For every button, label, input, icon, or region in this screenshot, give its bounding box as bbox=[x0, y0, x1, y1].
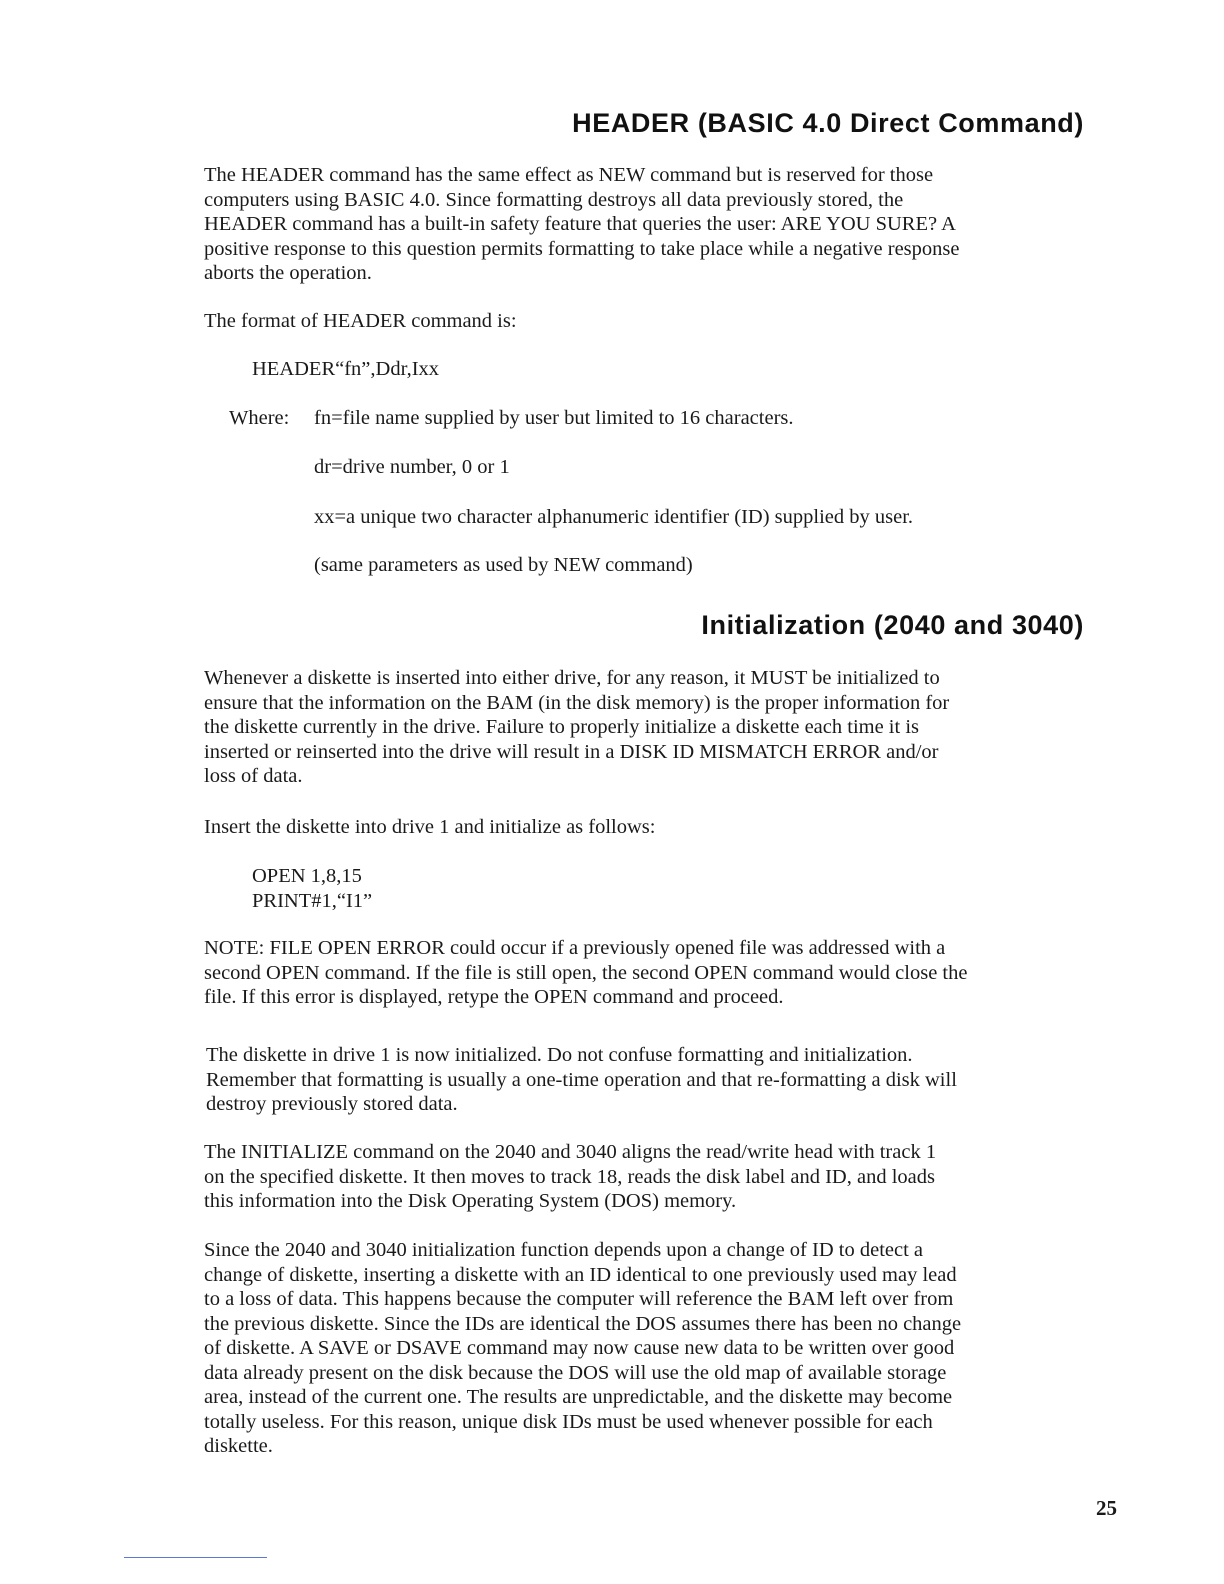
param-note: (same parameters as used by NEW command) bbox=[314, 554, 693, 576]
init-paragraph-3 bbox=[204, 1140, 1084, 1214]
code-line: HEADER“fn”,Ddr,Ixx bbox=[252, 358, 440, 380]
text-line: inserted or reinserted into the drive will result in a DISK ID MISMATCH ERROR and/or bbox=[204, 740, 939, 763]
text-line: ensure that the information on the BAM (in the disk memory) is the proper information for bbox=[204, 691, 950, 714]
note-paragraph bbox=[204, 936, 1084, 1010]
param-dr: dr=drive number, 0 or 1 bbox=[314, 456, 510, 478]
text-line: HEADER command has a built-in safety feature that queries the user: ARE YOU SURE? A bbox=[204, 213, 956, 235]
param-fn: fn=file name supplied by user but limited to 16 characters. bbox=[314, 407, 794, 429]
header-section-title: HEADER (BASIC 4.0 Direct Command) bbox=[572, 108, 1084, 138]
init-code-block bbox=[252, 864, 372, 913]
insert-instruction bbox=[204, 815, 1084, 840]
text-line: destroy previously stored data. bbox=[206, 1093, 458, 1115]
init-paragraph-1 bbox=[204, 666, 1084, 789]
text-line: positive response to this question permits formatting to take place while a negative response bbox=[204, 237, 960, 260]
text-line: data already present on the disk because the DOS will use the old map of available storage bbox=[204, 1361, 947, 1384]
init-paragraph-4 bbox=[204, 1238, 1084, 1459]
text-line: on the specified diskette. It then moves to track 18, reads the disk label and ID, and loads bbox=[204, 1165, 935, 1188]
text-line: the diskette currently in the drive. Failure to properly initialize a diskette each time it is bbox=[204, 716, 919, 738]
text-line: Since the 2040 and 3040 initialization function depends upon a change of ID to detect a bbox=[204, 1239, 924, 1261]
page-number: 25 bbox=[1096, 1496, 1117, 1520]
text-line: loss of data. bbox=[204, 765, 303, 787]
text-line: to a loss of data. This happens because the computer will reference the BAM left over from bbox=[204, 1288, 954, 1310]
code-line: OPEN 1,8,15 bbox=[252, 865, 362, 887]
header-intro-paragraph bbox=[204, 163, 1084, 286]
text-line: aborts the operation. bbox=[204, 262, 372, 284]
text-line: The format of HEADER command is: bbox=[204, 310, 517, 332]
code-line: PRINT#1,“I1” bbox=[252, 889, 373, 912]
format-label bbox=[204, 309, 1084, 334]
text-line: The diskette in drive 1 is now initialized. Do not confuse formatting and initialization. bbox=[206, 1044, 913, 1066]
where-label: Where: bbox=[229, 407, 290, 429]
text-line: The INITIALIZE command on the 2040 and 3040 aligns the read/write head with track 1 bbox=[204, 1141, 937, 1163]
init-section-title: Initialization (2040 and 3040) bbox=[701, 610, 1084, 640]
param-xx: xx=a unique two character alphanumeric identifier (ID) supplied by user. bbox=[314, 506, 914, 528]
text-line: The HEADER command has the same effect as NEW command but is reserved for those bbox=[204, 164, 934, 186]
text-line: of diskette. A SAVE or DSAVE command may now cause new data to be written over good bbox=[204, 1337, 955, 1359]
text-line: area, instead of the current one. The results are unpredictable, and the diskette may become bbox=[204, 1386, 953, 1408]
text-line: NOTE: FILE OPEN ERROR could occur if a previously opened file was addressed with a bbox=[204, 937, 946, 959]
text-line: second OPEN command. If the file is still open, the second OPEN command would close the bbox=[204, 961, 968, 984]
text-line: totally useless. For this reason, unique disk IDs must be used whenever possible for each bbox=[204, 1410, 933, 1433]
header-syntax bbox=[252, 357, 439, 382]
text-line: diskette. bbox=[204, 1435, 273, 1457]
text-line: Whenever a diskette is inserted into either drive, for any reason, it MUST be initialized to bbox=[204, 667, 940, 689]
text-line: file. If this error is displayed, retype the OPEN command and proceed. bbox=[204, 986, 784, 1008]
footer-rule bbox=[124, 1557, 267, 1558]
text-line: computers using BASIC 4.0. Since formatting destroys all data previously stored, the bbox=[204, 188, 904, 211]
text-line: Remember that formatting is usually a one-time operation and that re-formatting a disk will bbox=[206, 1068, 957, 1091]
init-paragraph-2 bbox=[206, 1043, 1086, 1117]
text-line: change of diskette, inserting a diskette with an ID identical to one previously used may lead bbox=[204, 1263, 957, 1286]
text-line: Insert the diskette into drive 1 and initialize as follows: bbox=[204, 816, 656, 838]
text-line: the previous diskette. Since the IDs are identical the DOS assumes there has been no change bbox=[204, 1312, 962, 1335]
text-line: this information into the Disk Operating System (DOS) memory. bbox=[204, 1190, 737, 1212]
